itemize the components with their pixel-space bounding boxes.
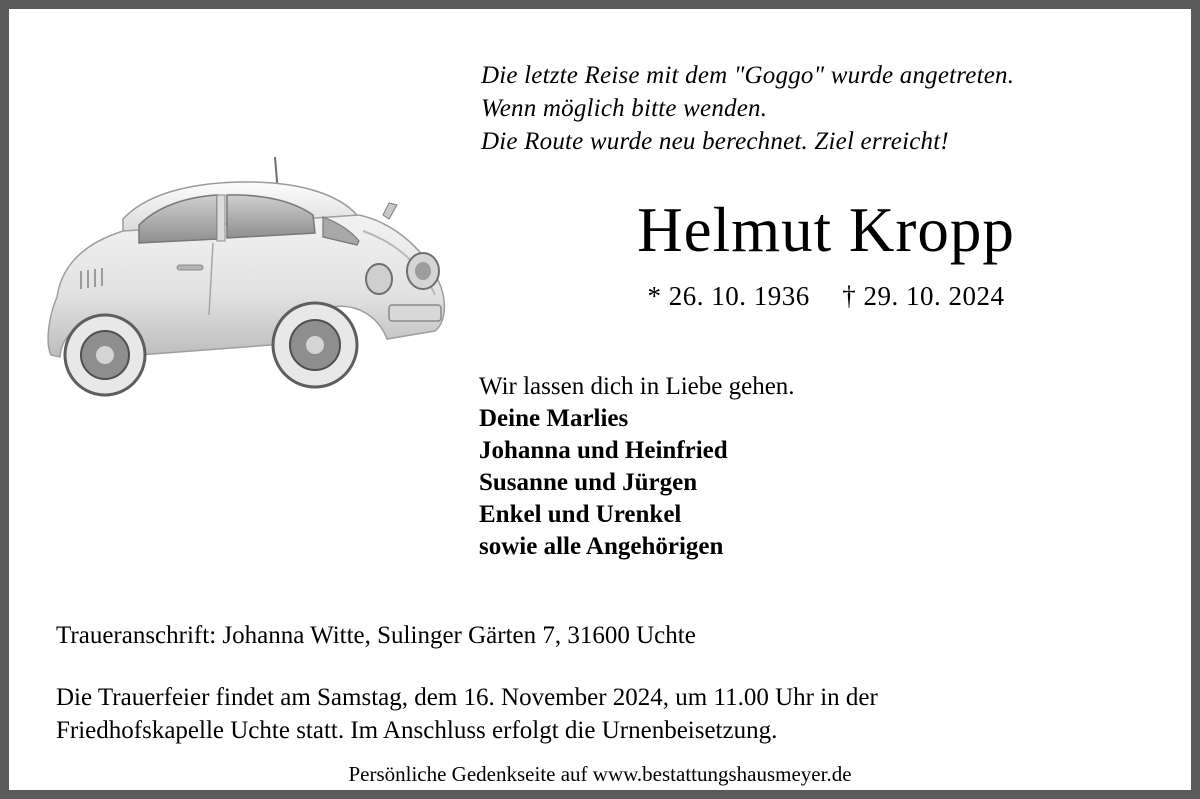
- quote-line-1: Die letzte Reise mit dem "Goggo" wurde angetreten.: [481, 62, 1015, 89]
- death-date: † 29. 10. 2024: [842, 281, 1005, 311]
- quote-line-3: Die Route wurde neu berechnet. Ziel erreicht!: [481, 128, 949, 155]
- family-block: [479, 371, 1179, 563]
- ceremony-line-2: Friedhofskapelle Uchte statt. Im Anschluss erfolgt die Urnenbeisetzung.: [56, 717, 778, 744]
- ceremony-line-1: Die Trauerfeier findet am Samstag, dem 16. November 2024, um 11.00 Uhr in der: [56, 684, 878, 711]
- life-dates: [481, 281, 1171, 312]
- memorial-page-note: Persönliche Gedenkseite auf www.bestattungshausmeyer.de: [348, 762, 852, 786]
- family-line-1: Deine Marlies: [479, 405, 629, 432]
- quote-line-2: Wenn möglich bitte wenden.: [481, 95, 768, 122]
- family-line-2: Johanna und Heinfried: [479, 437, 728, 464]
- family-line-3: Susanne und Jürgen: [479, 469, 698, 496]
- family-line-5: sowie alle Angehörigen: [479, 533, 724, 560]
- deceased-name: Helmut Kropp: [637, 195, 1015, 265]
- ceremony-details: [56, 681, 1156, 747]
- birth-date: * 26. 10. 1936: [647, 281, 810, 311]
- memorial-quote: [481, 59, 1181, 158]
- family-line-4: Enkel und Urenkel: [479, 501, 682, 528]
- mourning-address: Traueranschrift: Johanna Witte, Sulinger Gärten 7, 31600 Uchte: [56, 622, 696, 649]
- goggomobil-car-photo: [27, 119, 457, 419]
- farewell-line: Wir lassen dich in Liebe gehen.: [479, 373, 795, 400]
